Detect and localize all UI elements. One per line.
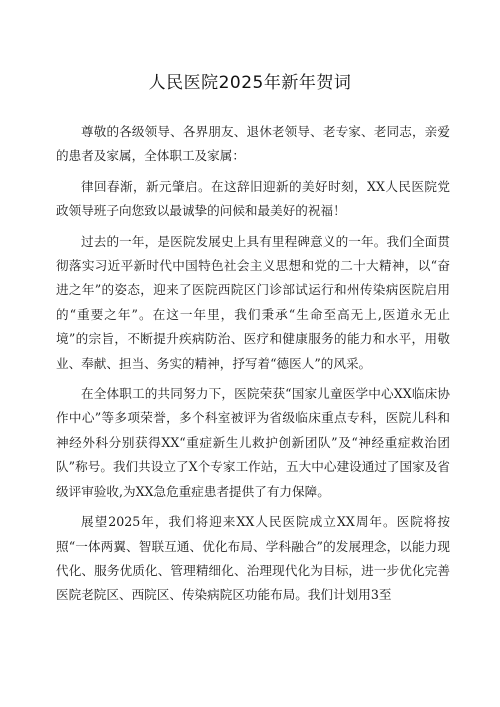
outlook-paragraph: 展望2025年，我们将迎来XX人民医院成立XX周年。医院将按照“一体两翼、智联互通、优化布局、学科融合”的发展理念，以能力现代化、服务优质化、管理精细化、治理现代化为目标，进一步优化完善医院老院区、西院区、传染病院区功能布局。我们计划用3至 (56, 514, 450, 603)
greeting-paragraph: 律回春渐，新元肇启。在这辞旧迎新的美好时刻，XX人民医院党政领导班子向您致以最诚挚的问候和最美好的祝福！ (56, 178, 450, 219)
salutation-paragraph: 尊敬的各级领导、各界朋友、退休老领导、老专家、老同志，亲爱的患者及家属，全体职工及家属： (56, 124, 450, 164)
document-body (56, 120, 450, 608)
document-title: 人民医院2025年新年贺词 (148, 73, 352, 93)
review-paragraph: 过去的一年，是医院发展史上具有里程碑意义的一年。我们全面贯彻落实习近平新时代中国特色社会主义思想和党的二十大精神，以“奋进之年”的姿态，迎来了医院西院区门诊部试运行和州传染病医院启用的“重要之年”。在这一年里，我们秉承“生命至高无上,医道永无止境”的宗旨，不断提升疾病防治、医疗和健康服务的能力和水平，用敬业、奉献、担当、务实的精神，抒写着“德医人”的风采。 (56, 233, 450, 371)
achievements-paragraph: 在全体职工的共同努力下，医院荣获“国家儿童医学中心XX临床协作中心”等多项荣誉，多个科室被评为省级临床重点专科，医院儿科和神经外科分别获得XX“重症新生儿救护创新团队”及“神经重症救治团队”称号。我们共设立了X个专家工作站，五大中心建设通过了国家及省级评审验收,为XX急危重症患者提供了有力保障。 (56, 386, 450, 499)
